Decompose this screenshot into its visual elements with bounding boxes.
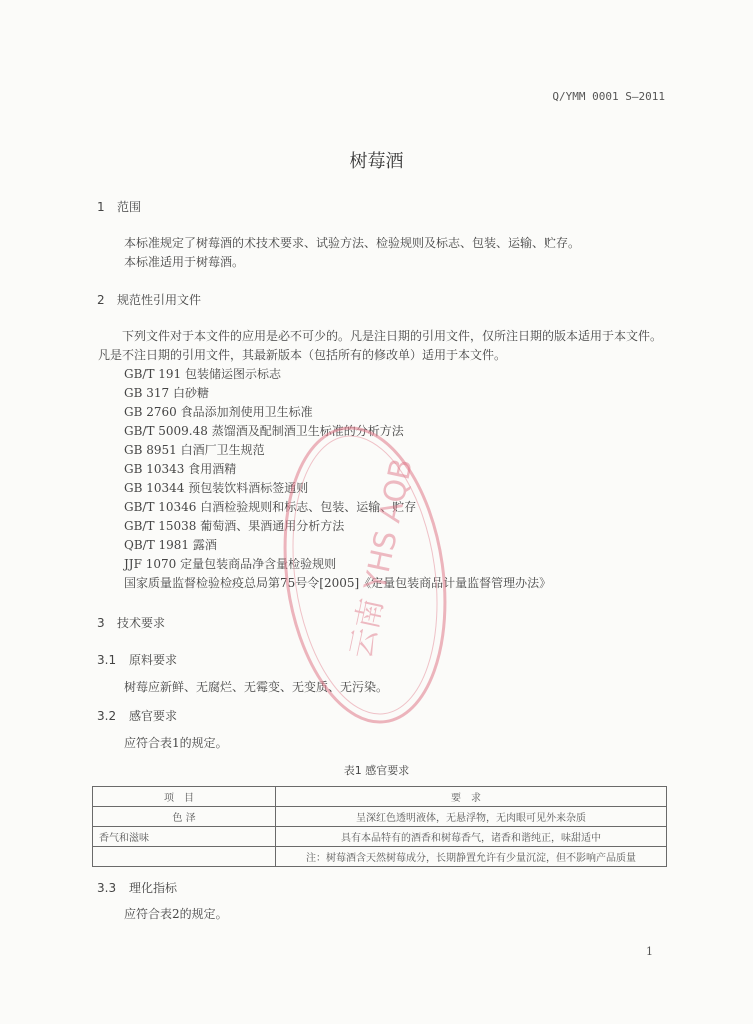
section-number: 3.2 <box>97 709 117 723</box>
reference-item: GB/T 191 包装储运图示标志 <box>124 367 281 381</box>
scope-paragraph-2: 本标准适用于树莓酒。 <box>124 255 245 269</box>
section-2-heading <box>97 291 201 308</box>
reference-item: 国家质量监督检验检疫总局第75号令[2005]《定量包装商品计量监督管理办法》 <box>124 576 552 590</box>
reference-item: GB 317 白砂糖 <box>124 386 209 400</box>
reference-item: GB 8951 白酒厂卫生规范 <box>124 443 265 457</box>
section-number: 3 <box>97 616 105 630</box>
reference-item: GB/T 10346 白酒检验规则和标志、包装、运输、贮存 <box>124 500 417 514</box>
section-number: 2 <box>97 293 105 307</box>
scope-paragraph-1: 本标准规定了树莓酒的术技术要求、试验方法、检验规则及标志、包装、运输、贮存。 <box>124 236 581 250</box>
raw-material-text: 树莓应新鲜、无腐烂、无霉变、无变质、无污染。 <box>124 680 389 694</box>
document-code: Q/YMM 0001 S—2011 <box>552 90 665 103</box>
section-number: 3.3 <box>97 881 117 895</box>
table-cell-item: 色 泽 <box>93 807 276 827</box>
section-title: 原料要求 <box>129 653 178 667</box>
sensory-table <box>92 786 667 867</box>
section-1-heading <box>97 198 141 215</box>
reference-item: GB 2760 食品添加剂使用卫生标准 <box>124 405 313 419</box>
table-note: 注：树莓酒含天然树莓成分，长期静置允许有少量沉淀，但不影响产品质量 <box>276 847 667 867</box>
table-cell-requirement: 呈深红色透明液体，无悬浮物，无肉眼可见外来杂质 <box>276 807 667 827</box>
section-3-2-heading <box>97 707 177 724</box>
table-header-item: 项目 <box>93 787 276 807</box>
section-title: 感官要求 <box>129 709 178 723</box>
reference-item: QB/T 1981 露酒 <box>124 538 217 552</box>
sensory-intro: 应符合表1的规定。 <box>124 736 228 750</box>
section-title: 理化指标 <box>129 881 178 895</box>
table-header-row <box>93 787 667 807</box>
reference-item: GB/T 15038 葡萄酒、果酒通用分析方法 <box>124 519 345 533</box>
table-row <box>93 827 667 847</box>
section-number: 1 <box>97 200 105 214</box>
section-3-1-heading <box>97 651 177 668</box>
reference-item: GB 10344 预包装饮料酒标签通则 <box>124 481 309 495</box>
section-title: 技术要求 <box>117 616 166 630</box>
table-cell-requirement: 具有本品特有的酒香和树莓香气，诸香和谐纯正，味甜适中 <box>276 827 667 847</box>
physchem-intro: 应符合表2的规定。 <box>124 907 228 921</box>
section-3-3-heading <box>97 879 177 896</box>
section-title: 规范性引用文件 <box>117 293 202 307</box>
table-row <box>93 807 667 827</box>
references-intro: 下列文件对于本文件的应用是必不可少的。凡是注日期的引用文件，仅所注日期的版本适用于本文件。凡是不注日期的引用文件，其最新版本（包括所有的修改单）适用于本文件。 <box>98 329 663 362</box>
reference-list <box>124 365 551 593</box>
section-3-heading <box>97 614 165 631</box>
reference-item: JJF 1070 定量包装商品净含量检验规则 <box>124 557 337 571</box>
section-number: 3.1 <box>97 653 117 667</box>
stamp-text: 云南 YHS AQB <box>343 455 421 662</box>
page-number: 1 <box>646 945 653 958</box>
reference-item: GB/T 5009.48 蒸馏酒及配制酒卫生标准的分析方法 <box>124 424 404 438</box>
section-title: 范围 <box>117 200 142 214</box>
table-caption: 表1 感官要求 <box>343 764 410 777</box>
reference-item: GB 10343 食用酒精 <box>124 462 237 476</box>
document-title: 树莓酒 <box>349 151 404 172</box>
table-note-spacer <box>93 847 276 867</box>
table-cell-item: 香气和滋味 <box>93 827 276 847</box>
table-note-row <box>93 847 667 867</box>
table-header-requirement: 要求 <box>276 787 667 807</box>
